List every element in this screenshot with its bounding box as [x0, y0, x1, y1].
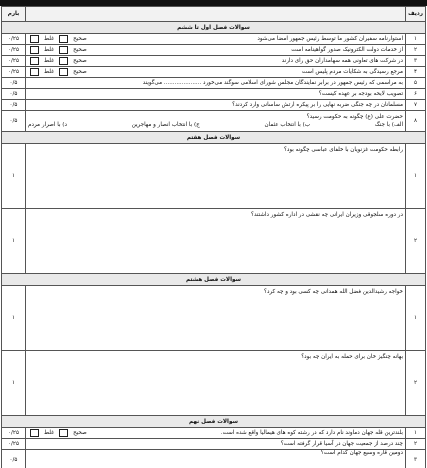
- question-cell: [26, 45, 406, 56]
- table-row: [2, 286, 426, 351]
- true-label: صحیح: [73, 58, 87, 64]
- question-text: تصویب لایحه بودجه بر عهده کیست؟: [26, 89, 406, 100]
- header-question: [26, 7, 406, 22]
- true-label: صحیح: [73, 36, 87, 42]
- header-num: ردیف: [406, 7, 426, 22]
- table-row: [2, 100, 426, 111]
- true-checkbox[interactable]: [59, 35, 68, 43]
- section-title-row: [2, 274, 426, 286]
- question-cell: [26, 428, 406, 439]
- section-title: سوالات فصل هشتم: [2, 274, 426, 286]
- question-text: چند درصد از جمعیت جهان در آسیا قرار گرفته است؟: [26, 439, 406, 450]
- question-text: به مراسمی که رئیس جمهور در برابر نمایندگان مجلس شورای اسلامی سوگند می‌خورد ..................... می‌گویند: [26, 78, 406, 89]
- table-row: [2, 67, 426, 78]
- false-checkbox[interactable]: [30, 57, 39, 65]
- question-text: مرجع رسیدگی به شکایات مردم پلیس است: [301, 69, 403, 75]
- false-label: غلط: [44, 430, 55, 436]
- row-num: ۲: [406, 351, 426, 416]
- false-label: غلط: [44, 47, 55, 53]
- row-num: ۱: [406, 34, 426, 45]
- table-row: [2, 450, 426, 468]
- row-score: ۰/۲۵: [2, 56, 26, 67]
- true-label: صحیح: [73, 47, 87, 53]
- table-row: [2, 45, 426, 56]
- section-title-row: [2, 132, 426, 144]
- section-title-row: [2, 22, 426, 34]
- row-num: ۱: [406, 428, 426, 439]
- table-row: [2, 428, 426, 439]
- header-score: بارم: [2, 7, 26, 22]
- row-num: ۳: [406, 450, 426, 468]
- question-text[interactable]: خواجه رشیدالدین فضل الله همدانی چه کسی بود و چه کرد؟: [26, 286, 406, 351]
- false-checkbox[interactable]: [30, 35, 39, 43]
- false-label: غلط: [44, 58, 55, 64]
- row-score: ۱: [2, 351, 26, 416]
- option-d[interactable]: د) با اصرار مردم: [28, 122, 67, 128]
- false-checkbox[interactable]: [30, 46, 39, 54]
- true-label: صحیح: [73, 430, 87, 436]
- table-row: [2, 78, 426, 89]
- row-num: ۱: [406, 144, 426, 209]
- row-score: ۰/۵: [2, 111, 26, 132]
- option-b[interactable]: ب) با انتخاب عثمان: [264, 122, 311, 128]
- row-num: ۴: [406, 67, 426, 78]
- option-c[interactable]: ج) با انتخاب انصار و مهاجرین: [131, 122, 200, 128]
- question-cell: [26, 34, 406, 45]
- question-text: حضرت علی (ع) چگونه به حکومت رسید؟: [306, 114, 403, 120]
- row-num: ۱: [406, 286, 426, 351]
- row-score: ۱: [2, 144, 26, 209]
- question-cell: [26, 67, 406, 78]
- row-score: ۰/۲۵: [2, 34, 26, 45]
- row-score: ۰/۵: [2, 78, 26, 89]
- question-text: استوارنامه سفیران کشور ما توسط رئیس جمهور امضا می‌شود: [257, 36, 403, 42]
- row-score: ۰/۲۵: [2, 67, 26, 78]
- table-row: [2, 439, 426, 450]
- row-num: ۲: [406, 439, 426, 450]
- row-num: ۲: [406, 45, 426, 56]
- row-score: ۰/۵: [2, 450, 26, 468]
- question-text: مسلمانان در چه جنگی ضربه نهایی را بر پیکره ارتش ساسانی وارد کردند؟: [26, 100, 406, 111]
- false-label: غلط: [44, 69, 55, 75]
- row-score: ۰/۲۵: [2, 428, 26, 439]
- question-text: بلندترین قله جهان دماوند نام دارد که در رشته کوه های هیمالیا واقع شده است.: [220, 430, 403, 436]
- question-text: در شرکت های تعاونی همه سهامداران حق رای دارند: [281, 58, 403, 64]
- true-checkbox[interactable]: [59, 68, 68, 76]
- question-cell: [26, 111, 406, 132]
- false-checkbox[interactable]: [30, 68, 39, 76]
- true-label: صحیح: [73, 69, 87, 75]
- row-score: ۱: [2, 286, 26, 351]
- row-num: ۵: [406, 78, 426, 89]
- question-text: دومین قاره وسیع جهان کدام است؟: [26, 450, 406, 468]
- question-text[interactable]: در دوره سلجوقی وزیران ایرانی چه نقشی در اداره کشور داشتند؟: [26, 209, 406, 274]
- table-row: [2, 89, 426, 100]
- table-row: [2, 351, 426, 416]
- true-checkbox[interactable]: [59, 46, 68, 54]
- row-num: ۷: [406, 100, 426, 111]
- row-score: ۰/۵: [2, 89, 26, 100]
- row-score: ۰/۲۵: [2, 45, 26, 56]
- table-row: [2, 111, 426, 132]
- row-score: ۰/۲۵: [2, 439, 26, 450]
- table-row: [2, 209, 426, 274]
- table-row: [2, 56, 426, 67]
- false-checkbox[interactable]: [30, 429, 39, 437]
- row-num: ۶: [406, 89, 426, 100]
- question-text[interactable]: رابطه حکومت غزنویان با خلفای عباسی چگونه بود؟: [26, 144, 406, 209]
- section-title: سوالات فصل نهم: [2, 416, 426, 428]
- true-checkbox[interactable]: [59, 57, 68, 65]
- row-num: ۸: [406, 111, 426, 132]
- section-title: سوالات فصل هفتم: [2, 132, 426, 144]
- section-title: سوالات فصل اول تا ششم: [2, 22, 426, 34]
- row-num: ۲: [406, 209, 426, 274]
- section-title-row: [2, 416, 426, 428]
- exam-table: [1, 6, 426, 468]
- question-cell: [26, 56, 406, 67]
- table-header: [2, 7, 426, 22]
- table-row: [2, 34, 426, 45]
- table-row: [2, 144, 426, 209]
- option-a[interactable]: الف) با جنگ: [374, 122, 403, 128]
- false-label: غلط: [44, 36, 55, 42]
- row-num: ۳: [406, 56, 426, 67]
- row-score: ۰/۵: [2, 100, 26, 111]
- options-row: [28, 120, 403, 128]
- true-checkbox[interactable]: [59, 429, 68, 437]
- question-text: از خدمات دولت الکترونیک صدور گواهینامه است: [291, 47, 403, 53]
- question-text[interactable]: بهانه چنگیز خان برای حمله به ایران چه بود؟: [26, 351, 406, 416]
- row-score: ۱: [2, 209, 26, 274]
